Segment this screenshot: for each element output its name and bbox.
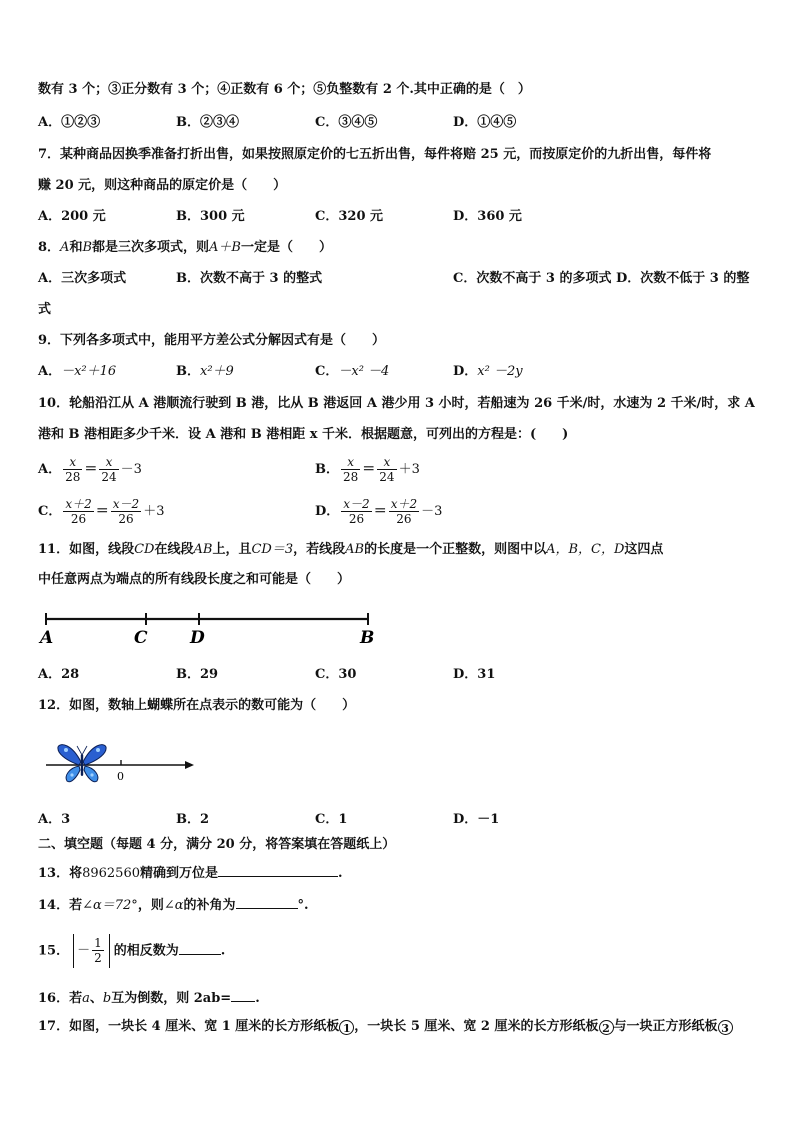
q14-angle: ∠α bbox=[163, 898, 184, 913]
q6-option-a: A．①②③ bbox=[38, 115, 101, 130]
label-c: C bbox=[134, 628, 148, 648]
q11-line2: 中任意两点为端点的所有线段长度之和可能是（ ） bbox=[38, 572, 351, 587]
q15-answer-blank[interactable] bbox=[179, 942, 221, 955]
q10-d-frac1 bbox=[341, 497, 371, 526]
q9-option-c bbox=[315, 364, 389, 380]
q10-a-n1: x bbox=[63, 455, 82, 470]
q13-tail: 精确到万位是 bbox=[140, 866, 219, 881]
q10-b-n2: x bbox=[377, 455, 396, 470]
q16-text bbox=[38, 989, 260, 1007]
q8-text bbox=[38, 240, 332, 256]
zero-label: 0 bbox=[117, 770, 124, 783]
q10-line2: 港和 B 港相距多少千米．设 A 港和 B 港相距 x 千米．根据题意，可列出的方程是：( ) bbox=[38, 427, 569, 442]
q10-label-b: B． bbox=[315, 462, 339, 477]
q14-text bbox=[38, 896, 309, 914]
q9-text: 9．下列各多项式中，能用平方差公式分解因式有是（ ） bbox=[38, 333, 386, 348]
q11-option-b: B．29 bbox=[176, 667, 219, 682]
q16-prefix: 16．若 bbox=[38, 991, 83, 1006]
q11-ab2: AB bbox=[345, 542, 365, 557]
q10-c-frac1 bbox=[63, 497, 93, 526]
q17-p1: 17．如图，一块长 4 厘米、宽 1 厘米的长方形纸板 bbox=[38, 1019, 340, 1034]
label-a: A bbox=[40, 628, 54, 648]
q14-mid: ，则 bbox=[137, 898, 164, 913]
q8-expr: A＋B bbox=[209, 240, 241, 255]
label-d: D bbox=[190, 628, 205, 648]
q10-option-d bbox=[315, 497, 442, 526]
q7-option-b: B．300 元 bbox=[176, 209, 245, 224]
q11-p5: 的长度是一个正整数，则图中以 bbox=[364, 542, 547, 557]
q16-var-b: b bbox=[102, 991, 112, 1006]
q12-option-c: C．1 bbox=[315, 812, 348, 827]
q14-expr: ∠α＝72° bbox=[82, 898, 138, 913]
q10-label-a: A． bbox=[38, 462, 62, 477]
q17-p2: ，一块长 5 厘米、宽 2 厘米的长方形纸板 bbox=[354, 1019, 599, 1034]
q16-sep: 、 bbox=[89, 991, 103, 1006]
q12-option-d: D．－1 bbox=[453, 812, 500, 827]
q17-circle-2: 2 bbox=[599, 1020, 614, 1035]
q17-circle-3: 3 bbox=[718, 1020, 733, 1035]
q10-label-d: D． bbox=[315, 504, 340, 519]
q14-tail: 的补角为 bbox=[183, 898, 236, 913]
q10-label-c: C． bbox=[38, 504, 62, 519]
q11-option-c: C．30 bbox=[315, 667, 357, 682]
q10-a-eq: ＝ bbox=[84, 462, 98, 477]
q15-abs bbox=[73, 934, 110, 968]
q7-option-a: A．200 元 bbox=[38, 209, 106, 224]
q17-p3: 与一块正方形纸板 bbox=[613, 1019, 718, 1034]
q10-b-d1: 28 bbox=[343, 470, 359, 484]
q12-text: 12．如图，数轴上蝴蝶所在点表示的数可能为（ ） bbox=[38, 698, 356, 713]
q9-expr-b: x²＋9 bbox=[200, 364, 234, 379]
q10-d-eq: ＝ bbox=[373, 504, 387, 519]
q17-text bbox=[38, 1019, 733, 1035]
q11-p2: 在线段 bbox=[154, 542, 194, 557]
q7-line1: 7．某种商品因换季准备打折出售，如果按照原定价的七五折出售，每件将赔 25 元，而按原定价的九折出售，每件将 bbox=[38, 147, 712, 162]
q11-p6: 这四点 bbox=[624, 542, 664, 557]
q11-option-a: A．28 bbox=[38, 667, 80, 682]
q15-frac bbox=[92, 936, 104, 965]
label-b: B bbox=[360, 628, 375, 648]
q11-p4: ，若线段 bbox=[293, 542, 346, 557]
q8-var-a: A bbox=[60, 240, 70, 255]
q13-prefix: 13．将 bbox=[38, 866, 83, 881]
q11-line1 bbox=[38, 542, 663, 558]
q10-line1: 10．轮船沿江从 A 港顺流行驶到 B 港，比从 B 港返回 A 港少用 3 小时，若船速为 26 千米/时，水速为 2 千米/时，求 A bbox=[38, 396, 755, 411]
butterfly-icon bbox=[58, 745, 106, 782]
q11-segment-figure bbox=[38, 605, 383, 650]
q10-b-frac2 bbox=[377, 455, 396, 484]
q8-prefix: 8． bbox=[38, 240, 61, 255]
q8-option-a: A．三次多项式 bbox=[38, 271, 127, 286]
q16-end: . bbox=[255, 991, 260, 1006]
q10-d-frac2 bbox=[389, 497, 419, 526]
q16-var-a: a bbox=[82, 991, 90, 1006]
q9-option-a bbox=[38, 364, 116, 380]
q10-c-eq: ＝ bbox=[95, 504, 109, 519]
q10-b-n1: x bbox=[341, 455, 360, 470]
q13-end: . bbox=[338, 866, 343, 881]
q15-den: 2 bbox=[94, 951, 102, 965]
q6-option-c: C．③④⑤ bbox=[315, 115, 378, 130]
q9-option-d bbox=[453, 364, 523, 380]
q7-option-d: D．360 元 bbox=[453, 209, 522, 224]
q11-cd: CD bbox=[134, 542, 155, 557]
q10-a-frac1 bbox=[63, 455, 82, 484]
q11-ab: AB bbox=[193, 542, 213, 557]
q6-text: 数有 3 个；③正分数有 3 个；④正数有 6 个；⑤负整数有 2 个.其中正确的是（ ） bbox=[38, 82, 531, 97]
q10-a-tail: －3 bbox=[120, 462, 142, 477]
q10-b-tail: ＋3 bbox=[398, 462, 420, 477]
q8-mid: 和 bbox=[69, 240, 83, 255]
q10-d-n1: x－2 bbox=[343, 497, 370, 511]
q6-option-d: D．①④⑤ bbox=[453, 115, 517, 130]
q13-number: 8962560 bbox=[82, 866, 140, 881]
q12-option-b: B．2 bbox=[176, 812, 210, 827]
q7-option-c: C．320 元 bbox=[315, 209, 384, 224]
q16-tail: 互为倒数，则 2ab= bbox=[111, 991, 232, 1006]
q10-a-d2: 24 bbox=[101, 470, 117, 484]
q10-b-frac1 bbox=[341, 455, 360, 484]
q9-label-a: A． bbox=[38, 364, 62, 379]
q8-wrap: 式 bbox=[38, 302, 52, 317]
q14-prefix: 14．若 bbox=[38, 898, 83, 913]
q11-option-d: D．31 bbox=[453, 667, 496, 682]
q10-d-tail: －3 bbox=[421, 504, 443, 519]
q12-option-a: A．3 bbox=[38, 812, 71, 827]
q10-c-d1: 26 bbox=[70, 512, 87, 526]
q10-d-d1: 26 bbox=[348, 512, 365, 526]
q10-d-n2: x＋2 bbox=[390, 497, 418, 511]
q11-p1: 11．如图，线段 bbox=[38, 542, 135, 557]
q10-d-d2: 26 bbox=[396, 512, 412, 526]
q10-b-d2: 24 bbox=[379, 470, 395, 484]
q8-option-b: B．次数不高于 3 的整式 bbox=[176, 271, 323, 286]
q15-minus: － bbox=[77, 943, 91, 958]
q9-label-c: C． bbox=[315, 364, 339, 379]
q14-answer-blank[interactable] bbox=[236, 896, 298, 909]
q10-a-d1: 28 bbox=[65, 470, 81, 484]
q13-answer-blank[interactable] bbox=[218, 864, 338, 877]
section-2-heading: 二、填空题（每题 4 分，满分 20 分，将答案填在答题纸上） bbox=[38, 837, 396, 852]
q10-a-frac2 bbox=[99, 455, 118, 484]
q10-c-d2: 26 bbox=[118, 512, 134, 526]
q11-eq: CD＝3 bbox=[251, 542, 294, 557]
q15-text bbox=[38, 934, 225, 968]
q9-label-d: D． bbox=[453, 364, 478, 379]
axis-arrow-icon bbox=[185, 761, 194, 769]
q10-c-tail: ＋3 bbox=[143, 504, 165, 519]
q15-end: . bbox=[220, 943, 226, 959]
q10-a-n2: x bbox=[99, 455, 118, 470]
q9-option-b bbox=[176, 364, 234, 380]
q12-number-line bbox=[42, 740, 202, 784]
q17-circle-1: 1 bbox=[339, 1020, 354, 1035]
q9-expr-a: －x²＋16 bbox=[61, 364, 117, 379]
q14-end: °. bbox=[297, 898, 309, 913]
q9-label-b: B． bbox=[176, 364, 200, 379]
q10-option-c bbox=[38, 497, 164, 526]
q6-option-b: B．②③④ bbox=[176, 115, 239, 130]
q16-answer-blank[interactable] bbox=[231, 989, 255, 1002]
q13-text bbox=[38, 864, 343, 882]
q11-p3: 上，且 bbox=[212, 542, 252, 557]
q7-line2: 赚 20 元，则这种商品的原定价是（ ） bbox=[38, 178, 287, 193]
q8-desc: 都是三次多项式，则 bbox=[92, 240, 210, 255]
q8-suffix: 一定是（ ） bbox=[240, 240, 332, 255]
q10-c-n1: x＋2 bbox=[65, 497, 92, 511]
q15-num: 1 bbox=[94, 936, 102, 950]
q9-expr-c: －x² －4 bbox=[338, 364, 390, 379]
q10-option-a bbox=[38, 455, 142, 484]
q10-c-n2: x－2 bbox=[112, 497, 140, 511]
q9-expr-d: x² －2y bbox=[477, 364, 523, 379]
q8-var-b: B bbox=[82, 240, 93, 255]
q10-c-frac2 bbox=[111, 497, 141, 526]
q10-option-b bbox=[315, 455, 420, 484]
q8-option-cd: C．次数不高于 3 的多项式 D．次数不低于 3 的整 bbox=[453, 271, 750, 286]
q15-tail: 的相反数为 bbox=[113, 943, 179, 959]
q11-pts: A，B，C，D bbox=[546, 542, 625, 557]
q15-prefix: 15． bbox=[38, 943, 70, 959]
q10-b-eq: ＝ bbox=[362, 462, 376, 477]
